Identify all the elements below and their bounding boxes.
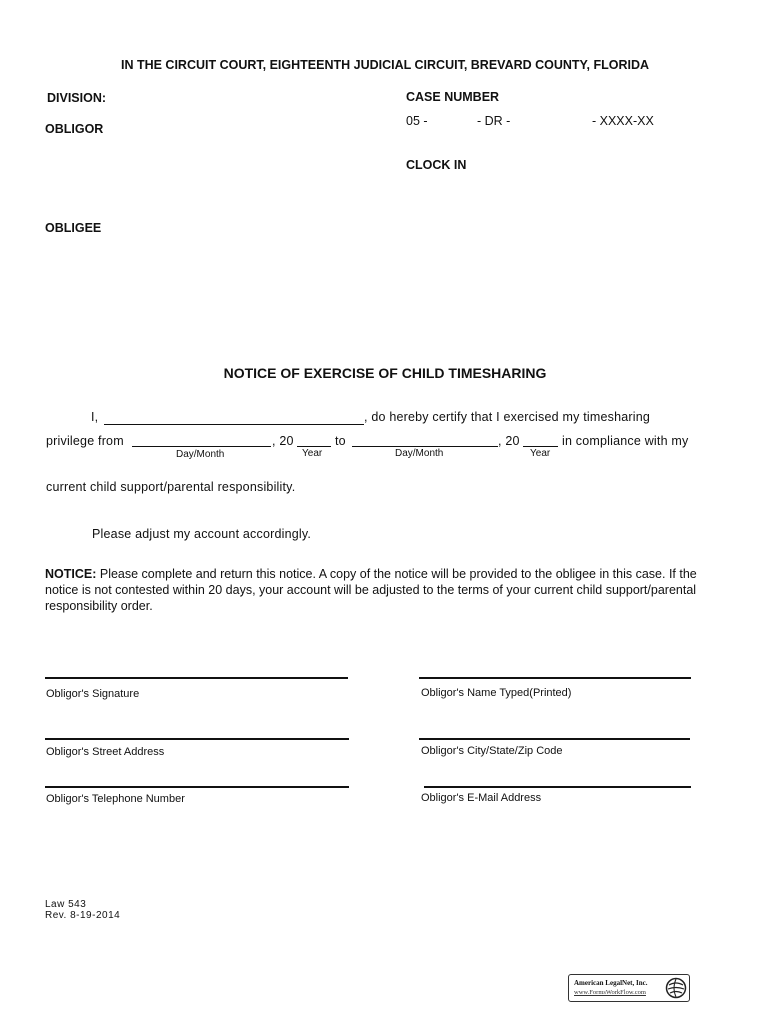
telephone-line[interactable] bbox=[45, 786, 349, 788]
end-year-prefix: , 20 bbox=[498, 434, 520, 448]
name-typed-line[interactable] bbox=[419, 677, 691, 679]
legalnet-logo bbox=[568, 974, 690, 1002]
city-state-zip-label: Obligor's City/State/Zip Code bbox=[421, 745, 563, 757]
document-title: NOTICE OF EXERCISE OF CHILD TIMESHARING bbox=[223, 365, 547, 381]
start-year-blank[interactable] bbox=[297, 446, 331, 447]
street-address-label: Obligor's Street Address bbox=[46, 746, 165, 758]
case-part-number: - XXXX-XX bbox=[592, 114, 654, 128]
division-label: DIVISION: bbox=[47, 91, 107, 105]
signature-label: Obligor's Signature bbox=[46, 688, 140, 700]
obligor-name-blank[interactable] bbox=[104, 424, 364, 425]
notice-label: NOTICE: bbox=[45, 567, 97, 581]
name-typed-label: Obligor's Name Typed(Printed) bbox=[421, 687, 572, 699]
case-part-year: 05 - bbox=[406, 114, 428, 128]
adjust-text: Please adjust my account accordingly. bbox=[92, 527, 312, 541]
compliance-text: in compliance with my bbox=[562, 434, 689, 448]
privilege-from-label: privilege from bbox=[46, 434, 124, 448]
case-part-dr: - DR - bbox=[477, 114, 511, 128]
court-heading: IN THE CIRCUIT COURT, EIGHTEENTH JUDICIAL CIRCUIT, BREVARD COUNTY, FLORIDA bbox=[120, 58, 650, 72]
globe-icon bbox=[665, 977, 687, 999]
clock-in-label: CLOCK IN bbox=[406, 158, 467, 172]
to-label: to bbox=[335, 434, 346, 448]
start-daymonth-blank[interactable] bbox=[132, 446, 271, 447]
email-line[interactable] bbox=[424, 786, 691, 788]
logo-company-name: American LegalNet, Inc. bbox=[574, 979, 648, 987]
end-year-blank[interactable] bbox=[523, 446, 558, 447]
certify-i: I, bbox=[91, 410, 99, 424]
end-daymonth-blank[interactable] bbox=[352, 446, 498, 447]
street-address-line[interactable] bbox=[45, 738, 349, 740]
year-caption-2: Year bbox=[530, 448, 551, 459]
case-number-label: CASE NUMBER bbox=[406, 90, 500, 104]
notice-paragraph bbox=[45, 566, 705, 614]
certify-line-3: current child support/parental responsibility. bbox=[46, 480, 296, 494]
obligor-label: OBLIGOR bbox=[45, 122, 104, 136]
notice-text: Please complete and return this notice. A copy of the notice will be provided to the obligee in this case. If the notice is not contested within 20 days, your account will be adjusted to the terms of your current child support/parental responsibility order. bbox=[45, 567, 697, 613]
certify-text: , do hereby certify that I exercised my timesharing bbox=[364, 410, 651, 424]
logo-url-link[interactable]: www.FormsWorkFlow.com bbox=[574, 989, 646, 996]
telephone-label: Obligor's Telephone Number bbox=[46, 793, 185, 805]
revision-date: Rev. 8-19-2014 bbox=[45, 910, 121, 921]
daymonth-caption-1: Day/Month bbox=[176, 449, 225, 460]
start-year-prefix: , 20 bbox=[272, 434, 294, 448]
email-label: Obligor's E-Mail Address bbox=[421, 792, 542, 804]
obligee-label: OBLIGEE bbox=[45, 221, 102, 235]
signature-line[interactable] bbox=[45, 677, 348, 679]
year-caption-1: Year bbox=[302, 448, 323, 459]
city-state-zip-line[interactable] bbox=[419, 738, 690, 740]
daymonth-caption-2: Day/Month bbox=[395, 448, 444, 459]
law-number: Law 543 bbox=[45, 899, 87, 910]
